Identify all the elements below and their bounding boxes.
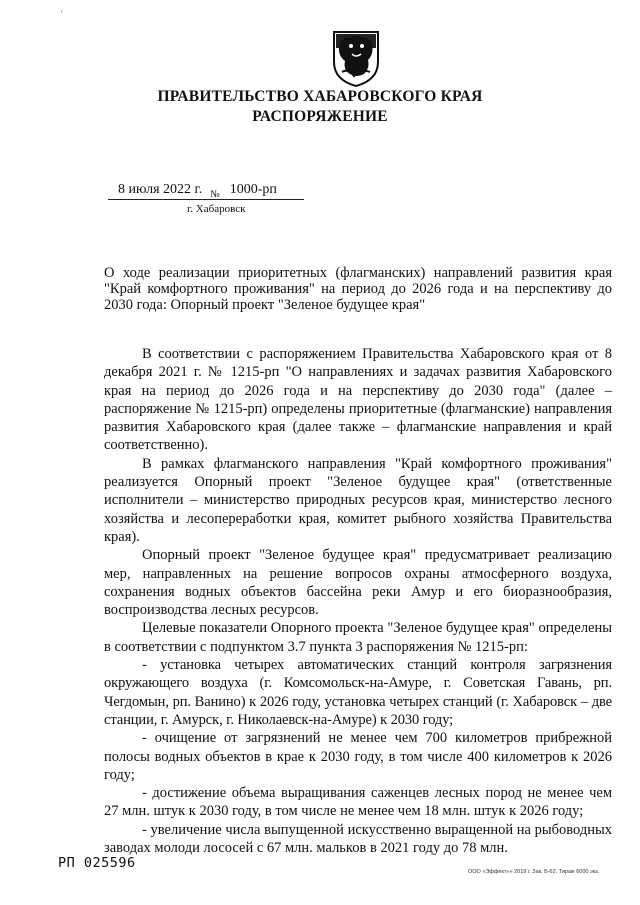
- printer-imprint: ООО «Эффект»» 2019 г. Зак. Б-62. Тираж 6000 экз.: [468, 869, 600, 875]
- list-item: - очищение от загрязнений не менее чем 700 километров прибрежной полосы водных объектов в крае к 2030 году, в том числе 400 километров к 2026 году;: [104, 730, 612, 783]
- date-number-line: [118, 182, 277, 198]
- form-code: РП 025596: [58, 855, 136, 871]
- paragraph: Целевые показатели Опорного проекта "Зеленое будущее края" определены в соответствии с подпунктом 3.7 пункта 3 распоряжения № 1215-рп:: [104, 620, 612, 655]
- list-item: - увеличение числа выпущенной искусственно выращенной на рыбоводных заводах молоди лососей с 67 млн. мальков в 2021 году до 78 млн.: [104, 821, 612, 857]
- government-title: ПРАВИТЕЛЬСТВО ХАБАРОВСКОГО КРАЯ: [157, 88, 483, 105]
- list-item: - установка четырех автоматических станций контроля загрязнения окружающего воздуха (г. Комсомольск-на-Амуре, г. Советская Гавань, рп. Чегдомын, рп. Ванино) к 2026 году, установка четырех станций (г. Хабаровск – две станции, г. Амурск, г. Николаевск-на-Амуре) к 2030 году;: [104, 657, 612, 728]
- document-city: г. Хабаровск: [187, 203, 246, 215]
- list-item: - достижение объема выращивания саженцев лесных пород не менее чем 27 млн. штук к 2030 году, в том числе не менее чем 18 млн. штук к 2026 году;: [104, 785, 612, 820]
- document-date: 8 июля 2022 г.: [118, 182, 203, 197]
- document-type: РАСПОРЯЖЕНИЕ: [252, 108, 388, 125]
- document-number: 1000-рп: [229, 182, 277, 197]
- date-underline: [108, 199, 304, 200]
- corner-mark: ʿ: [60, 10, 64, 21]
- paragraph: В соответствии с распоряжением Правительства Хабаровского края от 8 декабря 2021 г. № 1215-рп "О направлениях и задачах развития Хабаровского края на период до 2026 года и на перспективу до 2030 года" (далее – распоряжение № 1215-рп) определены приоритетные (флагманские) направления развития Хабаровского края (далее также – флагманские направления и край соответственно).: [104, 346, 612, 454]
- document-title: О ходе реализации приоритетных (флагманских) направлений развития края "Край комфортного проживания" на период до 2026 года и на перспективу до 2030 года: Опорный проект "Зеленое будущее края": [104, 265, 612, 313]
- coat-of-arms-icon: [330, 28, 382, 88]
- paragraph: В рамках флагманского направления "Край комфортного проживания" реализуется Опорный проект "Зеленое будущее края" (ответственные исполнители – министерство природных ресурсов края, министерство лесного хозяйства и лесопереработки края, комитет рыбного хозяйства Правительства края).: [104, 455, 612, 545]
- document-body: [104, 345, 612, 857]
- number-sign: №: [210, 189, 220, 200]
- paragraph: Опорный проект "Зеленое будущее края" предусматривает реализацию мер, направленных на решение вопросов охраны атмосферного воздуха, сохранения водных объектов бассейна реки Амур и его биоразнообразия, воспроизводства лесных ресурсов.: [104, 547, 612, 619]
